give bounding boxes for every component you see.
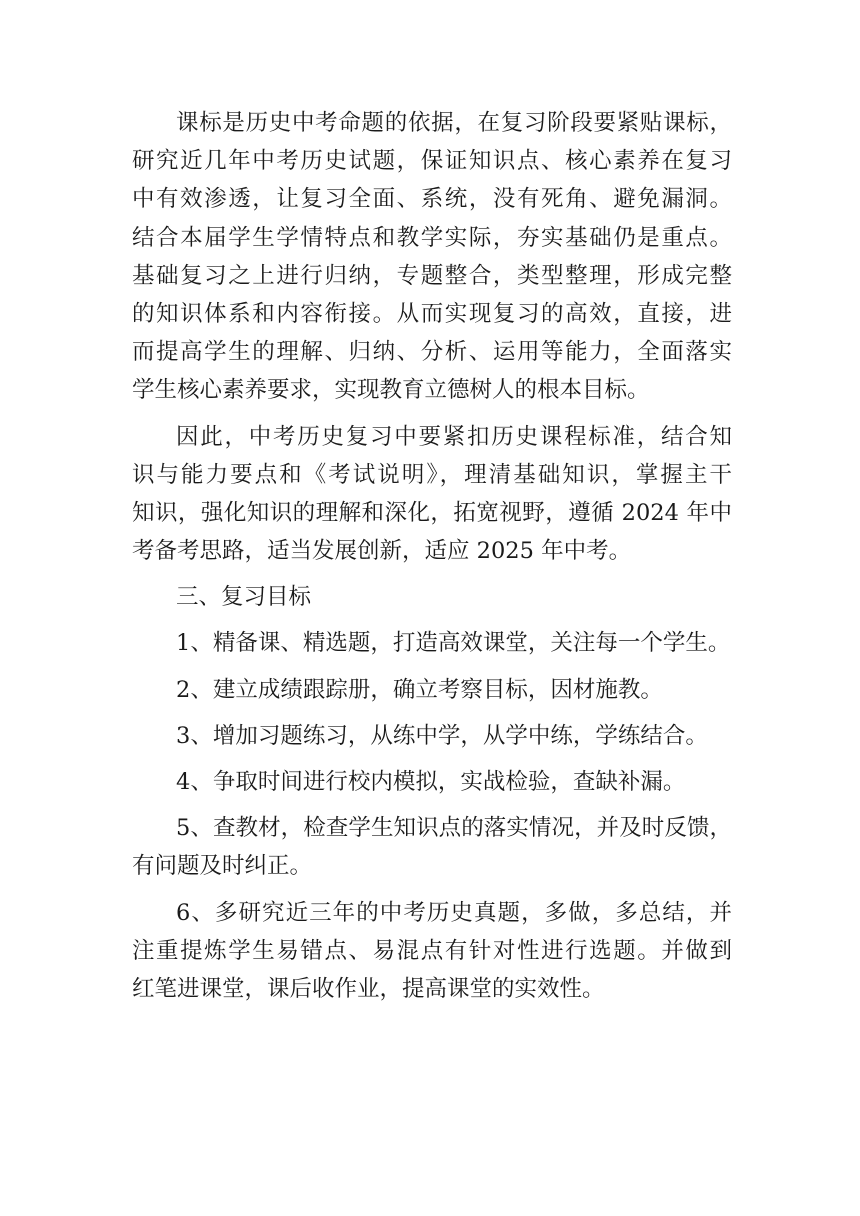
text-line: 课标是历史中考命题的依据，在复习阶段要紧贴课标， <box>176 110 732 136</box>
text-line: 4、争取时间进行校内模拟，实战检验，查缺补漏。 <box>176 769 686 795</box>
text-line: 学生核心素养要求，实现教育立德树人的根本目标。 <box>132 377 650 404</box>
goal-item-3 <box>132 717 732 755</box>
paragraph-therefore <box>132 418 732 571</box>
text-line: 有问题及时纠正。 <box>132 853 313 880</box>
paragraph-spacer <box>132 801 732 809</box>
text-line: 中有效渗透，让复习全面、系统，没有死角、避免漏洞。 <box>132 186 732 213</box>
goal-item-2 <box>132 671 732 709</box>
text-line: 研究近几年中考历史试题，保证知识点、核心素养在复习 <box>132 148 732 175</box>
text-line: 基础复习之上进行归纳，专题整合，类型整理，形成完整 <box>132 262 732 289</box>
paragraph-spacer <box>132 886 732 894</box>
paragraph-spacer <box>132 755 732 763</box>
goal-item-4 <box>132 763 732 801</box>
heading-text: 三、复习目标 <box>176 584 312 611</box>
text-line: 2、建立成绩跟踪册，确立考察目标，因材施教。 <box>176 676 663 703</box>
text-line: 1、精备课、精选题，打造高效课堂，关注每一个学生。 <box>176 630 731 657</box>
paragraph-spacer <box>132 616 732 624</box>
text-line: 结合本届学生学情特点和教学实际，夯实基础仍是重点。 <box>132 224 732 251</box>
text-line: 而提高学生的理解、归纳、分析、运用等能力，全面落实 <box>132 339 732 366</box>
text-line: 的知识体系和内容衔接。从而实现复习的高效，直接，进 <box>132 300 732 327</box>
text-line: 注重提炼学生易错点、易混点有针对性进行选题。并做到 <box>132 937 732 964</box>
text-line: 考备考思路，适当发展创新，适应 2025 年中考。 <box>132 538 632 565</box>
paragraph-spacer <box>132 570 732 578</box>
goal-item-1 <box>132 624 732 662</box>
text-line: 5、查教材，检查学生知识点的落实情况，并及时反馈， <box>176 815 732 842</box>
goal-item-5 <box>132 809 732 885</box>
text-line: 红笔进课堂，课后收作业，提高课堂的实效性。 <box>132 975 605 1002</box>
section-heading <box>132 578 732 616</box>
paragraph-basis <box>132 104 732 410</box>
goal-item-6 <box>132 894 732 1009</box>
text-line: 因此，中考历史复习中要紧扣历史课程标准，结合知 <box>176 423 732 450</box>
paragraph-spacer <box>132 663 732 671</box>
paragraph-spacer <box>132 709 732 717</box>
paragraph-spacer <box>132 410 732 418</box>
text-line: 6、多研究近三年的中考历史真题，多做，多总结，并 <box>176 899 732 926</box>
document-body <box>132 104 732 1008</box>
text-line: 3、增加习题练习，从练中学，从学中练，学练结合。 <box>176 722 708 749</box>
text-line: 识与能力要点和《考试说明》，理清基础知识，掌握主干 <box>132 461 732 488</box>
text-line: 知识，强化知识的理解和深化，拓宽视野，遵循 2024 年中 <box>132 499 732 526</box>
